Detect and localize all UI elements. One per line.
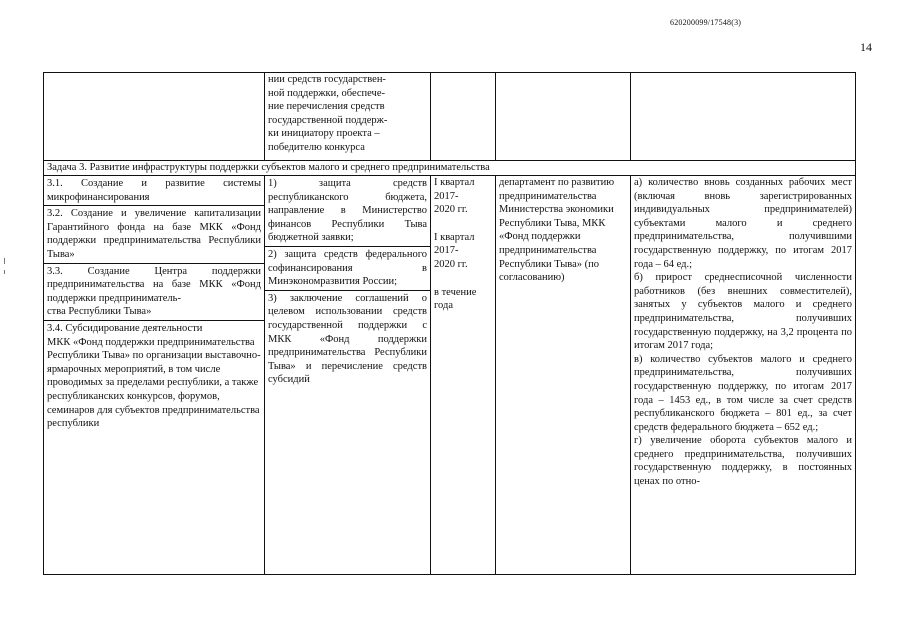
empty-cell	[631, 73, 856, 161]
steps-cell	[265, 176, 431, 575]
measure-3-3: 3.3. Создание Центра поддержки предпринимательства на базе МКК «Фонд поддержки предприниматель- ства Республики Тыва»	[44, 264, 264, 321]
step-3: 3) заключение соглашений о целевом использовании средств государственной поддержки с МКК «Фонд поддержки предпринимательства Республики Тыва» и перечисление средств субсидий	[268, 292, 427, 386]
results-text: а) количество вновь созданных рабочих мест (включая вновь зарегистрированных индивидуальных предпринимателей) субъектами малого и среднего предпринимательства, получившими государственную поддержку, по итогам 2017 года – 64 ед.; б) прирост среднесписочной численности работников (без внешних совместителей), занятых у субъектов малого и среднего предпринимательства, получивших государственную поддержку, на 3,2 процента по итогам 2017 года; в) количество субъектов малого и среднего предпринимательства, получивших государственную поддержку, по итогам 2017 года – 1453 ед., в том числе за счет средств республиканского бюджета – 801 ед., за счет средств федерального бюджета – 652 ед.; г) увеличение оборота субъектов малого и среднего предпринимательства, получивших государственную поддержку, в постоянных ценах по отно-	[634, 177, 852, 488]
continuation-text: нии средств государствен- ной поддержки, обеспече- ние перечисления средств государственной поддерж- ки инициатору проекта – победителю конкурса	[268, 74, 388, 153]
measure-3-2: 3.2. Создание и увеличение капитализации Гарантийного фонда на базе МКК «Фонд поддержки предпринимательства Республики Тыва»	[44, 206, 264, 263]
page-number: 14	[860, 40, 872, 54]
continuation-cell	[265, 73, 431, 161]
empty-cell	[496, 73, 631, 161]
timing-cell	[431, 176, 496, 575]
timing-3: в течение года	[434, 286, 477, 312]
measures-row	[44, 176, 856, 575]
program-table	[43, 72, 856, 575]
empty-cell	[44, 73, 265, 161]
results-cell	[631, 176, 856, 575]
measures-cell	[44, 176, 265, 575]
responsible-cell	[496, 176, 631, 575]
margin-mark	[4, 258, 5, 264]
continuation-row	[44, 73, 856, 161]
timing-2: I квартал 2017- 2020 гг.	[434, 231, 475, 270]
task-title: Задача 3. Развитие инфраструктуры поддержки субъектов малого и среднего предпринимательства	[44, 161, 856, 176]
document-number: 620200099/17548(3)	[670, 18, 742, 27]
measure-3-4: 3.4. Субсидирование деятельности МКК «Фонд поддержки предпринимательства Республики Тыва» по организации выставочно-ярмарочных мероприятий, в том числе проводимых за пределами республики, а также республиканских конкурсов, форумов, семинаров для субъектов предпринимательства республики	[47, 322, 261, 430]
empty-cell	[431, 73, 496, 161]
step-1: 1) защита средств республиканского бюджета, направление в Министерство финансов Республики Тыва бюджетной заявки;	[265, 176, 430, 247]
margin-mark	[4, 270, 5, 274]
responsible-text: департамент по развитию предпринимательства Министерства экономики Республики Тыва, МКК «Фонд поддержки предпринимательства Республики Тыва» (по согласованию)	[499, 177, 615, 284]
step-2: 2) защита средств федерального софинансирования в Минэкономразвития России;	[265, 247, 430, 291]
timing-1: I квартал 2017- 2020 гг.	[434, 177, 475, 216]
task-row	[44, 161, 856, 176]
measure-3-1: 3.1. Создание и развитие системы микрофинансирования	[44, 176, 264, 206]
